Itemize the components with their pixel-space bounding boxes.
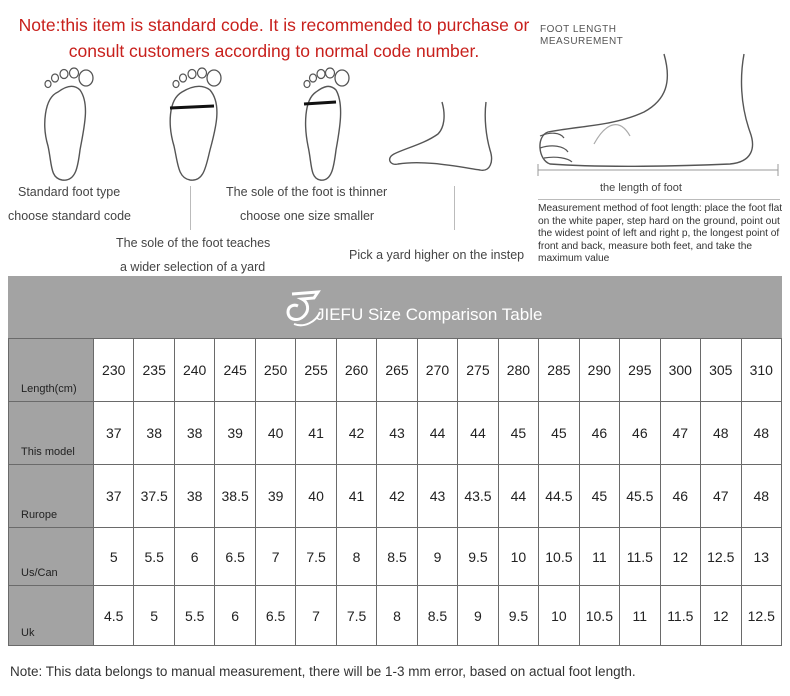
- table-cell: 255: [296, 339, 336, 402]
- table-cell: 230: [94, 339, 134, 402]
- table-cell: 45: [498, 402, 538, 465]
- table-cell: 280: [498, 339, 538, 402]
- table-cell: 6.5: [215, 528, 255, 586]
- table-cell: 37: [94, 465, 134, 528]
- table-cell: 8: [336, 528, 376, 586]
- table-cell: 5: [134, 586, 174, 646]
- table-title: JIEFU Size Comparison Table: [316, 305, 543, 324]
- measurement-method: Measurement method of foot length: place the foot flat on the white paper, step hard on the ground, point out the widest point of left and right p, the longest point of front and back, measure both feet, and take the maximum value: [538, 203, 783, 264]
- table-cell: 44: [458, 402, 498, 465]
- table-cell: 48: [741, 402, 782, 465]
- table-cell: 40: [296, 465, 336, 528]
- table-cell: 8.5: [377, 528, 417, 586]
- table-cell: 39: [215, 402, 255, 465]
- table-cell: 295: [620, 339, 660, 402]
- table-cell: 5.5: [134, 528, 174, 586]
- table-cell: 47: [701, 465, 741, 528]
- table-cell: 5: [94, 528, 134, 586]
- table-cell: 45: [579, 465, 619, 528]
- row-label: Rurope: [9, 465, 94, 528]
- instep-caption: Pick a yard higher on the instep: [349, 248, 525, 262]
- top-note: Note:this item is standard code. It is recommended to purchase or consult customers according to normal code number.: [18, 15, 530, 61]
- table-cell: 7: [255, 528, 295, 586]
- table-cell: 45.5: [620, 465, 660, 528]
- table-cell: 38.5: [215, 465, 255, 528]
- table-cell: 10: [539, 586, 579, 646]
- table-cell: 12: [701, 586, 741, 646]
- table-cell: 9: [417, 528, 457, 586]
- table-cell: 41: [296, 402, 336, 465]
- row-label: Uk: [9, 586, 94, 646]
- row-label: Length(cm): [9, 339, 94, 402]
- table-row: [9, 528, 782, 586]
- table-cell: 9.5: [458, 528, 498, 586]
- table-cell: 250: [255, 339, 295, 402]
- thin-foot-icon: [286, 66, 366, 184]
- table-row: [9, 402, 782, 465]
- thin-caption-1: The sole of the foot is thinner: [226, 185, 388, 199]
- table-cell: 45: [539, 402, 579, 465]
- table-cell: 10.5: [539, 528, 579, 586]
- table-cell: 42: [336, 402, 376, 465]
- size-table: [8, 338, 782, 646]
- table-cell: 265: [377, 339, 417, 402]
- table-cell: 12.5: [701, 528, 741, 586]
- table-cell: 7.5: [296, 528, 336, 586]
- table-cell: 38: [174, 402, 214, 465]
- table-cell: 240: [174, 339, 214, 402]
- table-cell: 305: [701, 339, 741, 402]
- standard-caption-2: choose standard code: [8, 209, 132, 223]
- table-cell: 245: [215, 339, 255, 402]
- table-cell: 13: [741, 528, 782, 586]
- table-cell: 5.5: [174, 586, 214, 646]
- table-cell: 43: [417, 465, 457, 528]
- foot-length-title: FOOT LENGTH MEASUREMENT: [540, 24, 624, 47]
- table-cell: 12: [660, 528, 700, 586]
- table-cell: 43.5: [458, 465, 498, 528]
- table-cell: 46: [579, 402, 619, 465]
- row-label: This model: [9, 402, 94, 465]
- table-cell: 37.5: [134, 465, 174, 528]
- table-cell: 48: [701, 402, 741, 465]
- table-cell: 11.5: [660, 586, 700, 646]
- table-cell: 47: [660, 402, 700, 465]
- table-cell: 260: [336, 339, 376, 402]
- table-cell: 39: [255, 465, 295, 528]
- table-cell: 9.5: [498, 586, 538, 646]
- table-cell: 12.5: [741, 586, 782, 646]
- table-cell: 8.5: [417, 586, 457, 646]
- table-cell: 44: [417, 402, 457, 465]
- table-cell: 6: [215, 586, 255, 646]
- bottom-note: Note: This data belongs to manual measurement, there will be 1-3 mm error, based on actual foot length.: [10, 664, 636, 679]
- side-foot-icon: [534, 52, 784, 182]
- divider: [454, 186, 455, 230]
- table-cell: 235: [134, 339, 174, 402]
- table-row: [9, 339, 782, 402]
- table-cell: 6.5: [255, 586, 295, 646]
- thin-caption-2: choose one size smaller: [240, 209, 375, 223]
- table-cell: 44.5: [539, 465, 579, 528]
- table-cell: 48: [741, 465, 782, 528]
- foot-length-label: the length of foot: [600, 182, 682, 194]
- table-cell: 43: [377, 402, 417, 465]
- table-row: [9, 465, 782, 528]
- table-cell: 11: [620, 586, 660, 646]
- table-cell: 10.5: [579, 586, 619, 646]
- table-cell: 37: [94, 402, 134, 465]
- wide-caption-2: a wider selection of a yard: [120, 260, 266, 274]
- table-cell: 46: [660, 465, 700, 528]
- table-cell: 42: [377, 465, 417, 528]
- table-cell: 41: [336, 465, 376, 528]
- table-cell: 4.5: [94, 586, 134, 646]
- table-cell: 275: [458, 339, 498, 402]
- table-cell: 10: [498, 528, 538, 586]
- table-cell: 7: [296, 586, 336, 646]
- wide-foot-icon: [156, 66, 236, 184]
- table-cell: 38: [134, 402, 174, 465]
- wide-caption-1: The sole of the foot teaches: [116, 236, 271, 250]
- table-cell: 285: [539, 339, 579, 402]
- table-cell: 11: [579, 528, 619, 586]
- table-cell: 290: [579, 339, 619, 402]
- divider: [190, 186, 191, 230]
- table-cell: 11.5: [620, 528, 660, 586]
- table-cell: 44: [498, 465, 538, 528]
- table-cell: 270: [417, 339, 457, 402]
- table-cell: 300: [660, 339, 700, 402]
- table-cell: 6: [174, 528, 214, 586]
- table-cell: 9: [458, 586, 498, 646]
- instep-foot-icon: [384, 100, 514, 174]
- table-cell: 8: [377, 586, 417, 646]
- standard-foot-icon: [28, 66, 108, 184]
- table-cell: 40: [255, 402, 295, 465]
- table-cell: 310: [741, 339, 782, 402]
- table-row: [9, 586, 782, 646]
- row-label: Us/Can: [9, 528, 94, 586]
- table-cell: 7.5: [336, 586, 376, 646]
- standard-caption-1: Standard foot type: [18, 185, 121, 199]
- divider: [538, 199, 780, 200]
- table-cell: 38: [174, 465, 214, 528]
- table-cell: 46: [620, 402, 660, 465]
